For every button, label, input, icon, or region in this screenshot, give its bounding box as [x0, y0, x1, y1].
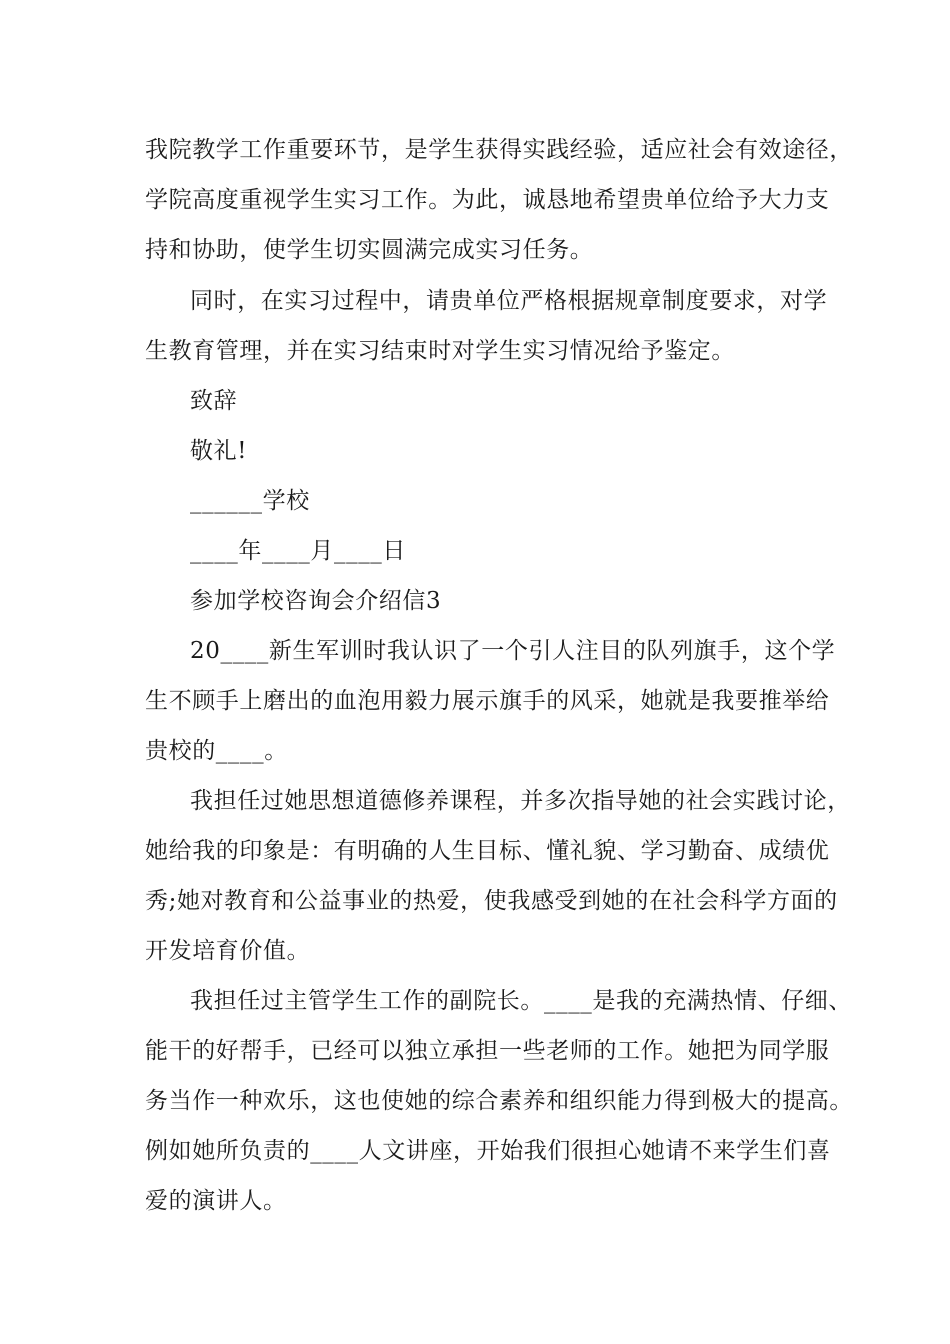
- text-line: 爱的演讲人。: [145, 1188, 287, 1214]
- text-line: 开发培育价值。: [145, 938, 311, 964]
- text-line: 贵校的____。: [145, 738, 288, 764]
- text-line: 敬礼!: [190, 438, 248, 464]
- text-line: 秀;她对教育和公益事业的热爱，使我感受到她的在社会科学方面的: [145, 888, 838, 914]
- text-line: 致辞: [190, 388, 238, 414]
- text-line: 例如她所负责的____人文讲座，开始我们很担心她请不来学生们喜: [145, 1138, 831, 1164]
- text-line: 生不顾手上磨出的血泡用毅力展示旗手的风采，她就是我要推举给: [145, 688, 830, 714]
- text-line: 我担任过主管学生工作的副院长。____是我的充满热情、仔细、: [190, 988, 852, 1014]
- text-line: ______学校: [190, 488, 310, 514]
- text-line: 我担任过她思想道德修养课程，并多次指导她的社会实践讨论，: [190, 788, 851, 814]
- section-heading: 参加学校咨询会介绍信3: [190, 588, 442, 614]
- text-line: 学院高度重视学生实习工作。为此，诚恳地希望贵单位给予大力支: [145, 187, 830, 213]
- text-line: 能干的好帮手，已经可以独立承担一些老师的工作。她把为同学服: [145, 1038, 830, 1064]
- text-line: 持和协助，使学生切实圆满完成实习任务。: [145, 237, 594, 263]
- text-line: 同时，在实习过程中，请贵单位严格根据规章制度要求，对学: [190, 288, 828, 314]
- text-line: 我院教学工作重要环节，是学生获得实践经验，适应社会有效途径，: [145, 137, 853, 163]
- text-line: 20____新生军训时我认识了一个引人注目的队列旗手，这个学: [190, 638, 836, 664]
- text-line: 务当作一种欢乐，这也使她的综合素养和组织能力得到极大的提高。: [145, 1088, 853, 1114]
- text-line: 她给我的印象是：有明确的人生目标、懂礼貌、学习勤奋、成绩优: [145, 838, 830, 864]
- text-line: ____年____月____日: [190, 538, 406, 564]
- text-line: 生教育管理，并在实习结束时对学生实习情况给予鉴定。: [145, 338, 735, 364]
